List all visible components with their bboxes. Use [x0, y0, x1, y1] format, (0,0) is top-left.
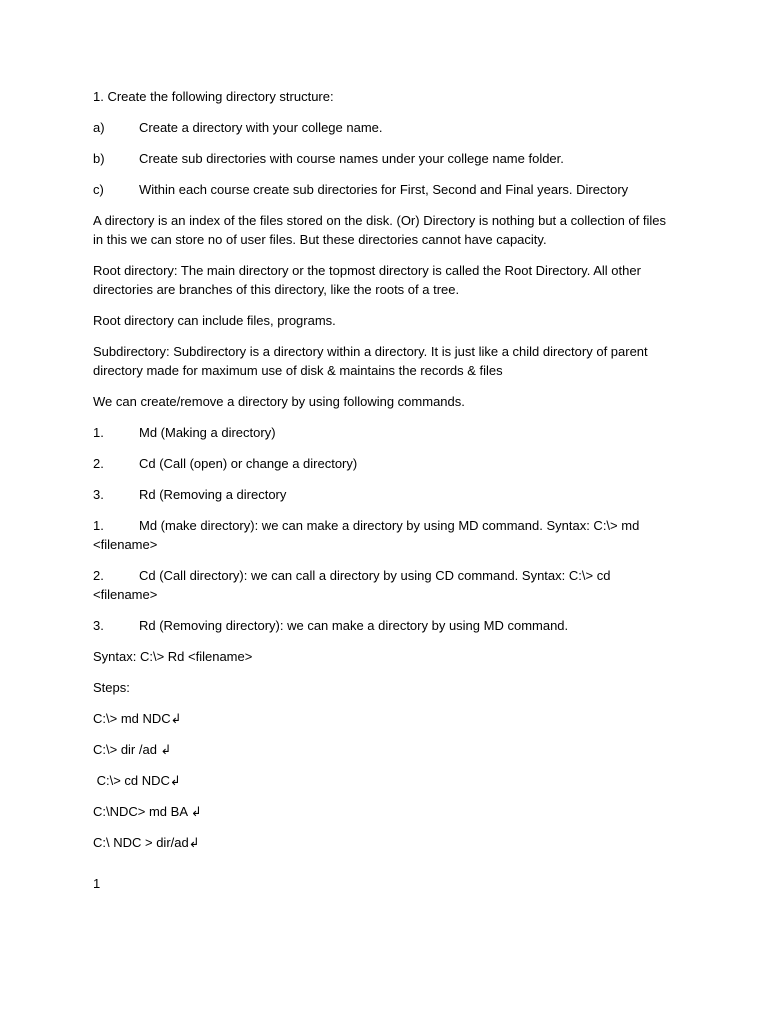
list-item-text: Md (Making a directory) [139, 425, 276, 440]
paragraph-root-contents: Root directory can include files, programs. [93, 313, 336, 328]
list-marker: b) [93, 151, 105, 166]
list-marker: 2. [93, 456, 104, 471]
list-item-text: Create a directory with your college name. [139, 120, 383, 135]
command-detail [93, 566, 678, 604]
heading: 1. Create the following directory structure: [93, 89, 334, 104]
paragraph-commands-intro: We can create/remove a directory by using following commands. [93, 394, 465, 409]
command-detail [93, 616, 678, 635]
list-item-text: Cd (Call (open) or change a directory) [139, 456, 358, 471]
command-detail [93, 516, 678, 554]
list-item [93, 423, 678, 442]
list-item [93, 454, 678, 473]
list-marker: a) [93, 120, 105, 135]
list-marker: 1. [93, 425, 104, 440]
command-detail-text: Md (make directory): we can make a directory by using MD command. Syntax: C:\> md <filename> [93, 518, 640, 552]
steps-label: Steps: [93, 680, 130, 695]
list-item-text: Within each course create sub directories for First, Second and Final years. Directory [139, 182, 629, 197]
syntax-line: Syntax: C:\> Rd <filename> [93, 649, 253, 664]
list-item-text: Rd (Removing a directory [139, 487, 287, 502]
list-item [93, 118, 678, 137]
page-number: 1 [93, 876, 101, 891]
list-item [93, 180, 678, 199]
step-line: C:\ NDC > dir/ad↲ [93, 835, 200, 850]
paragraph-directory-definition: A directory is an index of the files stored on the disk. (Or) Directory is nothing but a collection of files in this we can store no of user files. But these directories cannot have capacity. [93, 213, 666, 247]
paragraph-subdirectory: Subdirectory: Subdirectory is a directory within a directory. It is just like a child directory of parent directory made for maximum use of disk & maintains the records & files [93, 344, 648, 378]
list-marker: c) [93, 182, 104, 197]
list-marker: 2. [93, 568, 104, 583]
list-marker: 1. [93, 518, 104, 533]
list-item [93, 485, 678, 504]
list-marker: 3. [93, 487, 104, 502]
step-line: C:\> md NDC↲ [93, 711, 182, 726]
list-item-text: Create sub directories with course names under your college name folder. [139, 151, 564, 166]
step-line: C:\NDC> md BA ↲ [93, 804, 202, 819]
list-marker: 3. [93, 618, 104, 633]
command-detail-text: Rd (Removing directory): we can make a directory by using MD command. [139, 618, 569, 633]
paragraph-root-directory: Root directory: The main directory or the topmost directory is called the Root Directory. All other directories are branches of this directory, like the roots of a tree. [93, 263, 641, 297]
step-line: C:\> cd NDC↲ [93, 773, 181, 788]
list-item [93, 149, 678, 168]
command-detail-text: Cd (Call directory): we can call a directory by using CD command. Syntax: C:\> cd <filename> [93, 568, 611, 602]
step-line: C:\> dir /ad ↲ [93, 742, 172, 757]
document-body [93, 87, 678, 864]
